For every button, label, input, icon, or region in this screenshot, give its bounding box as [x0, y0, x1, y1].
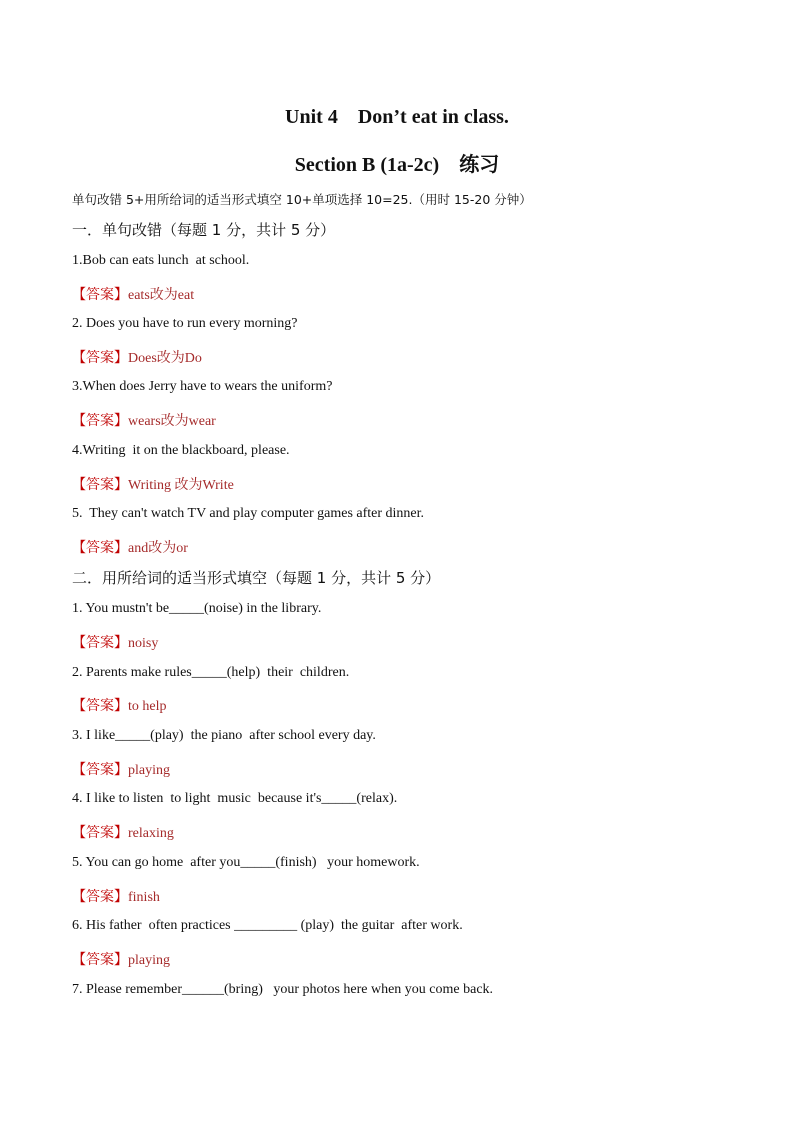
s1-answer-5	[72, 537, 188, 557]
answer-text: noisy	[128, 636, 159, 651]
answer-label: 【答案】	[72, 825, 128, 841]
s1-answer-2	[72, 347, 202, 367]
s1-answer-4	[72, 474, 234, 494]
answer-label: 【答案】	[72, 540, 128, 556]
s2-answer-2	[72, 695, 167, 715]
answer-label: 【答案】	[72, 350, 128, 366]
s2-question-2: 2. Parents make rules_____(help) their children.	[72, 665, 350, 680]
s2-question-4: 4. I like to listen to light music because it's_____(relax).	[72, 791, 398, 806]
answer-text: playing	[128, 953, 170, 968]
s1-question-3: 3.When does Jerry have to wears the uniform?	[72, 379, 333, 394]
answer-label: 【答案】	[72, 635, 128, 651]
answer-label: 【答案】	[72, 889, 128, 905]
s2-question-3: 3. I like_____(play) the piano after school every day.	[72, 728, 376, 743]
answer-text: eats改为eat	[128, 288, 195, 303]
answer-text: Does改为Do	[128, 351, 202, 366]
answer-text: and改为or	[128, 541, 188, 556]
answer-label: 【答案】	[72, 952, 128, 968]
answer-text: to help	[128, 699, 167, 714]
s2-answer-1	[72, 632, 158, 652]
s2-answer-5	[72, 886, 160, 906]
answer-label: 【答案】	[72, 477, 128, 493]
answer-label: 【答案】	[72, 762, 128, 778]
section-title: Section B (1a-2c) 练习	[294, 154, 500, 176]
s1-question-5: 5. They can't watch TV and play computer games after dinner.	[72, 506, 425, 521]
s2-answer-6	[72, 949, 170, 969]
answer-label: 【答案】	[72, 413, 128, 429]
s1-question-2: 2. Does you have to run every morning?	[72, 316, 298, 331]
answer-text: playing	[128, 763, 170, 778]
s2-question-5: 5. You can go home after you_____(finish) your homework.	[72, 855, 420, 870]
s2-answer-3	[72, 759, 170, 779]
answer-text: relaxing	[128, 826, 174, 841]
s2-answer-4	[72, 822, 174, 842]
s2-question-6: 6. His father often practices _________ (play) the guitar after work.	[72, 918, 463, 933]
s2-question-7: 7. Please remember______(bring) your photos here when you come back.	[72, 982, 494, 997]
s2-question-1: 1. You mustn't be_____(noise) in the library.	[72, 601, 322, 616]
section2-heading: 二．用所给词的适当形式填空（每题 1 分，共计 5 分）	[72, 569, 441, 587]
s1-answer-1	[72, 284, 194, 304]
answer-text: wears改为wear	[128, 414, 216, 429]
section1-heading: 一．单句改错（每题 1 分，共计 5 分）	[72, 221, 336, 239]
s1-question-4: 4.Writing it on the blackboard, please.	[72, 443, 290, 458]
s1-question-1: 1.Bob can eats lunch at school.	[72, 253, 250, 268]
exercise-description: 单句改错 5+用所给词的适当形式填空 10+单项选择 10=25.（用时 15-20 分钟）	[72, 192, 532, 207]
answer-text: finish	[128, 890, 160, 905]
answer-label: 【答案】	[72, 287, 128, 303]
answer-label: 【答案】	[72, 698, 128, 714]
answer-text: Writing 改为Write	[128, 478, 234, 493]
s1-answer-3	[72, 410, 216, 430]
unit-title: Unit 4 Don’t eat in class.	[285, 106, 509, 128]
